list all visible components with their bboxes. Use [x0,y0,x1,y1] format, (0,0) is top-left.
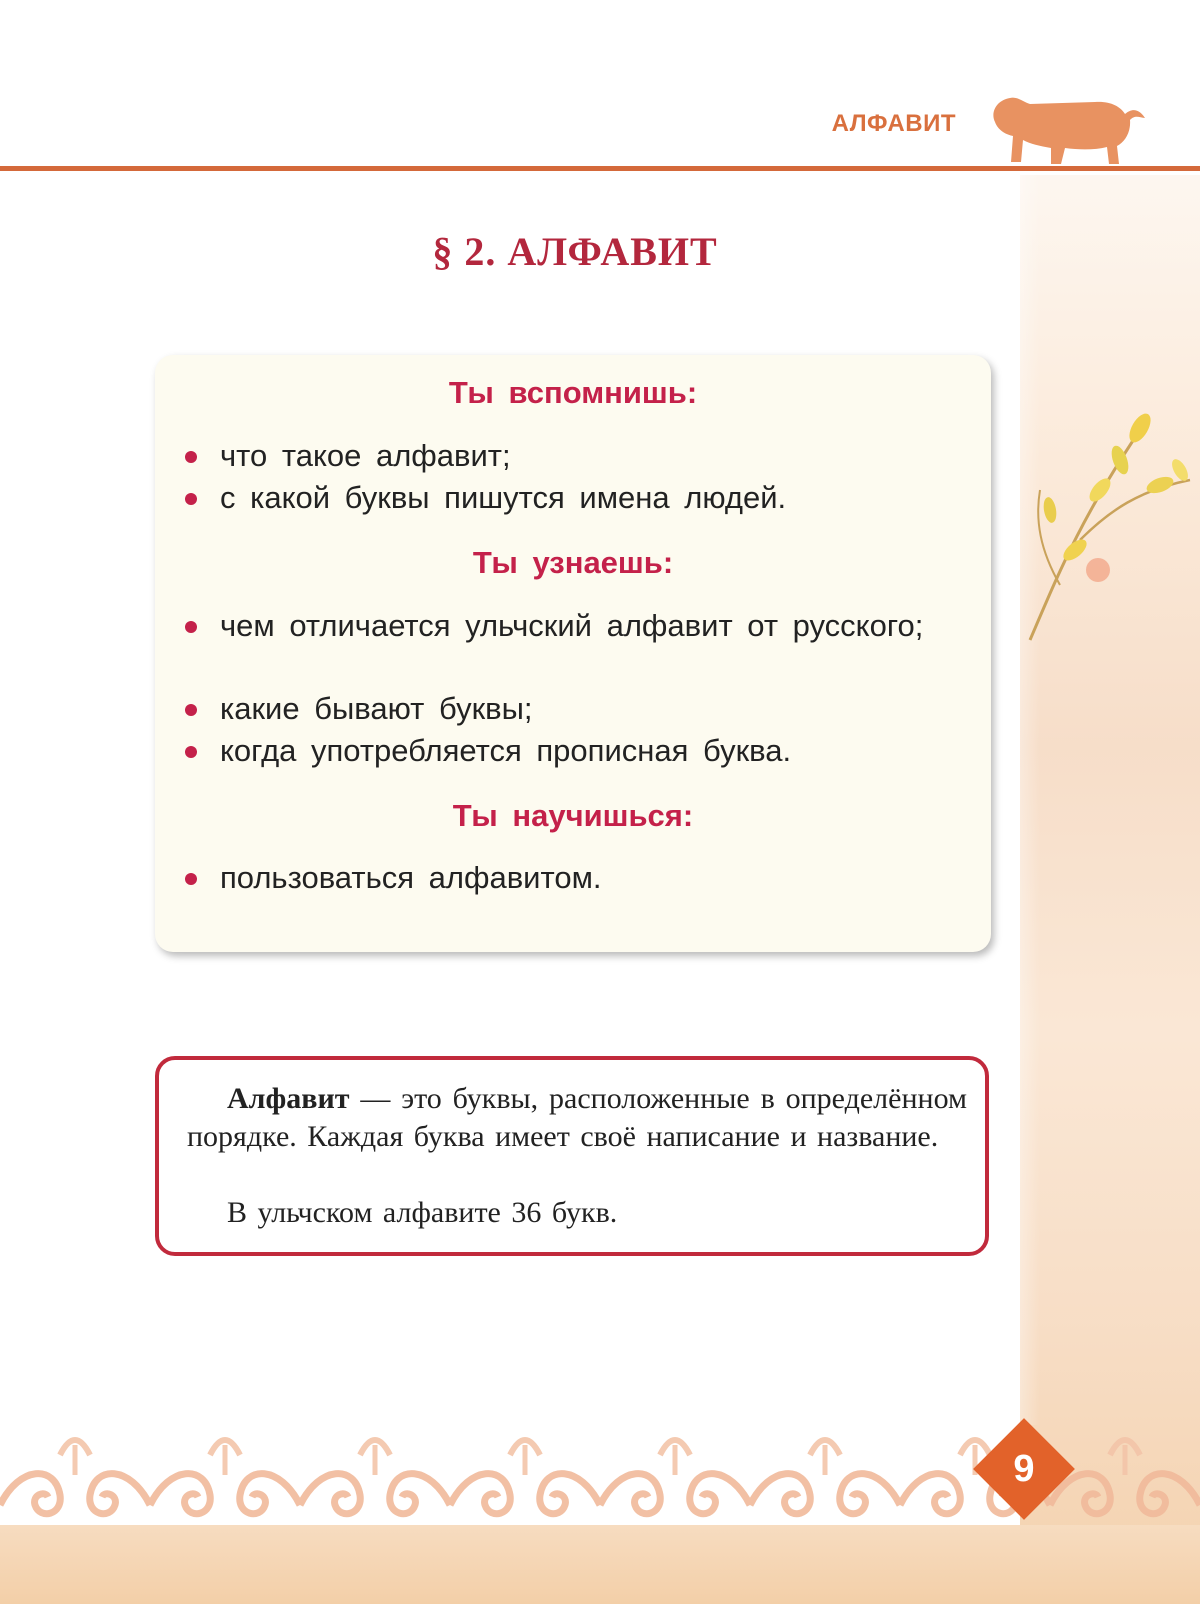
header-rule [0,166,1200,171]
branch-illustration [1020,370,1200,650]
bullet-icon [185,873,197,885]
learning-goals-card [155,355,991,952]
list-item: какие бывают буквы; [185,688,955,730]
list-item: чем отличается ульчский алфавит от русского; [185,605,955,647]
learn-heading: Ты узнаешь: [472,545,674,580]
bullet-icon [185,451,197,463]
bullet-icon [185,704,197,716]
definition-term: Алфавит [227,1082,350,1115]
definition-text: — это буквы, расположенные в определённом порядке. Каждая буква имеет своё написание и название. [187,1082,967,1153]
skill-heading: Ты научишься: [452,798,694,833]
list-item: когда употребляется прописная буква. [185,730,955,772]
list-item: пользоваться алфавитом. [185,857,955,899]
definition-box [155,1056,989,1256]
definition-paragraph [187,1080,967,1156]
definition-note: В ульчском алфавите 36 букв. [227,1196,618,1229]
bullet-icon [185,746,197,758]
footer-band [0,1525,1200,1604]
tiger-icon [985,92,1150,170]
bullet-icon [185,493,197,505]
page-number: 9 [1013,1448,1035,1490]
section-title: § 2. АЛФАВИТ [432,229,718,274]
list-item: с какой буквы пишутся имена людей. [185,477,955,519]
remember-heading: Ты вспомнишь: [448,375,698,410]
running-header: АЛФАВИТ [831,110,956,137]
list-item: что такое алфавит; [185,435,955,477]
bullet-icon [185,621,197,633]
